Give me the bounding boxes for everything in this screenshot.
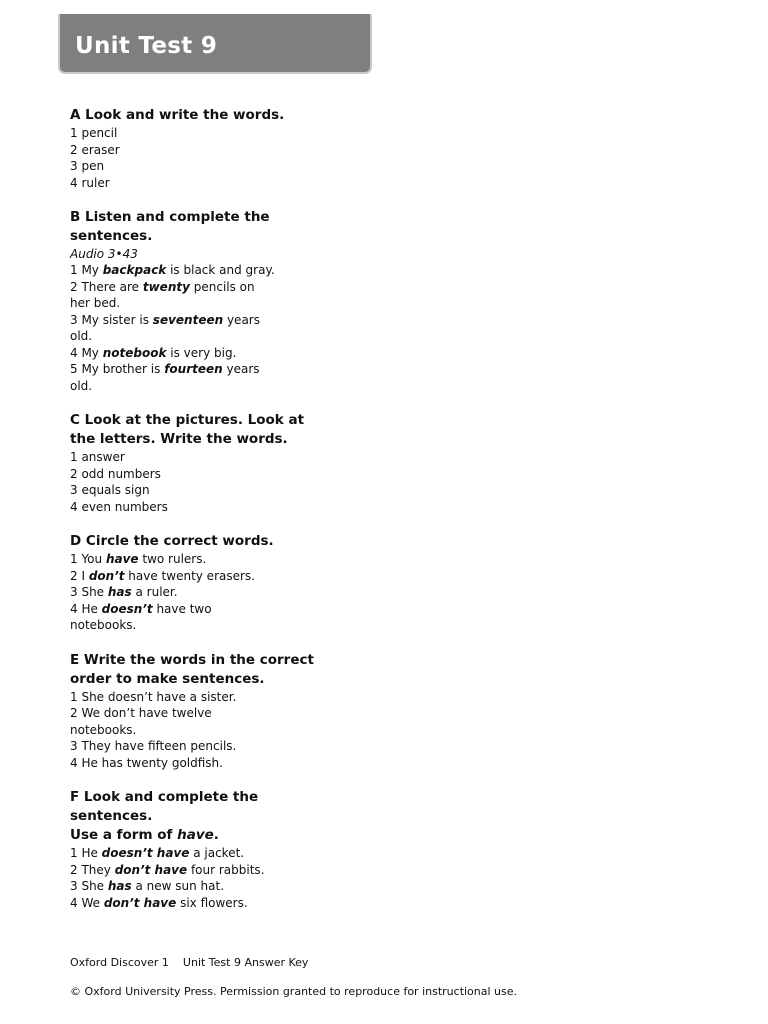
footer-book-title: Oxford Discover 1 — [70, 956, 169, 969]
section-heading: C Look at the pictures. Look at the letters. Write the words. — [70, 412, 305, 447]
page-title: Unit Test 9 — [75, 33, 218, 59]
section-heading: A Look and write the words. — [70, 107, 285, 123]
section-heading: B Listen and complete the sentences. — [70, 209, 270, 244]
answer-line: 4 He has twenty goldfish. — [70, 755, 223, 770]
answer-line: 4 My notebook is very big. — [70, 345, 237, 360]
answer-line: 2 odd numbers — [70, 466, 161, 481]
answer-line: 3 equals sign — [70, 483, 150, 497]
answer-line: 1 You have two rulers. — [70, 552, 207, 566]
answer-line: 1 pencil — [70, 126, 118, 140]
answer-line: 3 My sister is seventeen years old. — [70, 312, 260, 343]
answer-line: 3 pen — [70, 159, 105, 173]
section-c — [70, 411, 400, 515]
answer-line: 1 My backpack is black and gray. — [70, 263, 275, 277]
answer-line: 1 She doesn’t have a sister. — [70, 689, 237, 704]
answer-line: 2 eraser — [70, 142, 120, 157]
footer-info — [70, 956, 322, 969]
unit-banner — [58, 14, 372, 74]
audio-reference: Audio 3•43 — [70, 247, 138, 261]
answer-line: 4 even numbers — [70, 499, 168, 514]
answer-line: 1 answer — [70, 450, 125, 464]
answer-line: 4 He doesn’t have two notebooks. — [70, 601, 212, 632]
answer-line: 2 I don’t have twenty erasers. — [70, 568, 255, 583]
section-f — [70, 788, 400, 911]
answer-line: 1 He doesn’t have a jacket. — [70, 846, 245, 860]
section-e — [70, 651, 400, 772]
footer-copyright: © Oxford University Press. Permission granted to reproduce for instructional use. — [70, 985, 518, 998]
answer-line: 3 She has a ruler. — [70, 585, 178, 599]
answer-line: 2 There are twenty pencils on her bed. — [70, 279, 255, 310]
section-b — [70, 208, 400, 394]
section-heading: F Look and complete the sentences. — [70, 789, 259, 824]
answer-line: 3 She has a new sun hat. — [70, 879, 225, 893]
section-heading-line2: Use a form of have. — [70, 827, 219, 843]
section-heading: D Circle the correct words. — [70, 533, 274, 549]
answer-line: 5 My brother is fourteen years old. — [70, 362, 260, 393]
answer-line: 3 They have fifteen pencils. — [70, 739, 237, 753]
footer-doc-title: Unit Test 9 Answer Key — [182, 956, 309, 969]
answer-line: 2 They don’t have four rabbits. — [70, 862, 265, 877]
answer-line: 4 ruler — [70, 175, 110, 190]
answer-key-content — [70, 106, 400, 928]
answer-line: 2 We don’t have twelve notebooks. — [70, 706, 212, 737]
section-heading: E Write the words in the correct order to make sentences. — [70, 651, 314, 687]
section-a — [70, 106, 400, 191]
answer-line: 4 We don’t have six flowers. — [70, 895, 248, 910]
section-d — [70, 532, 400, 634]
